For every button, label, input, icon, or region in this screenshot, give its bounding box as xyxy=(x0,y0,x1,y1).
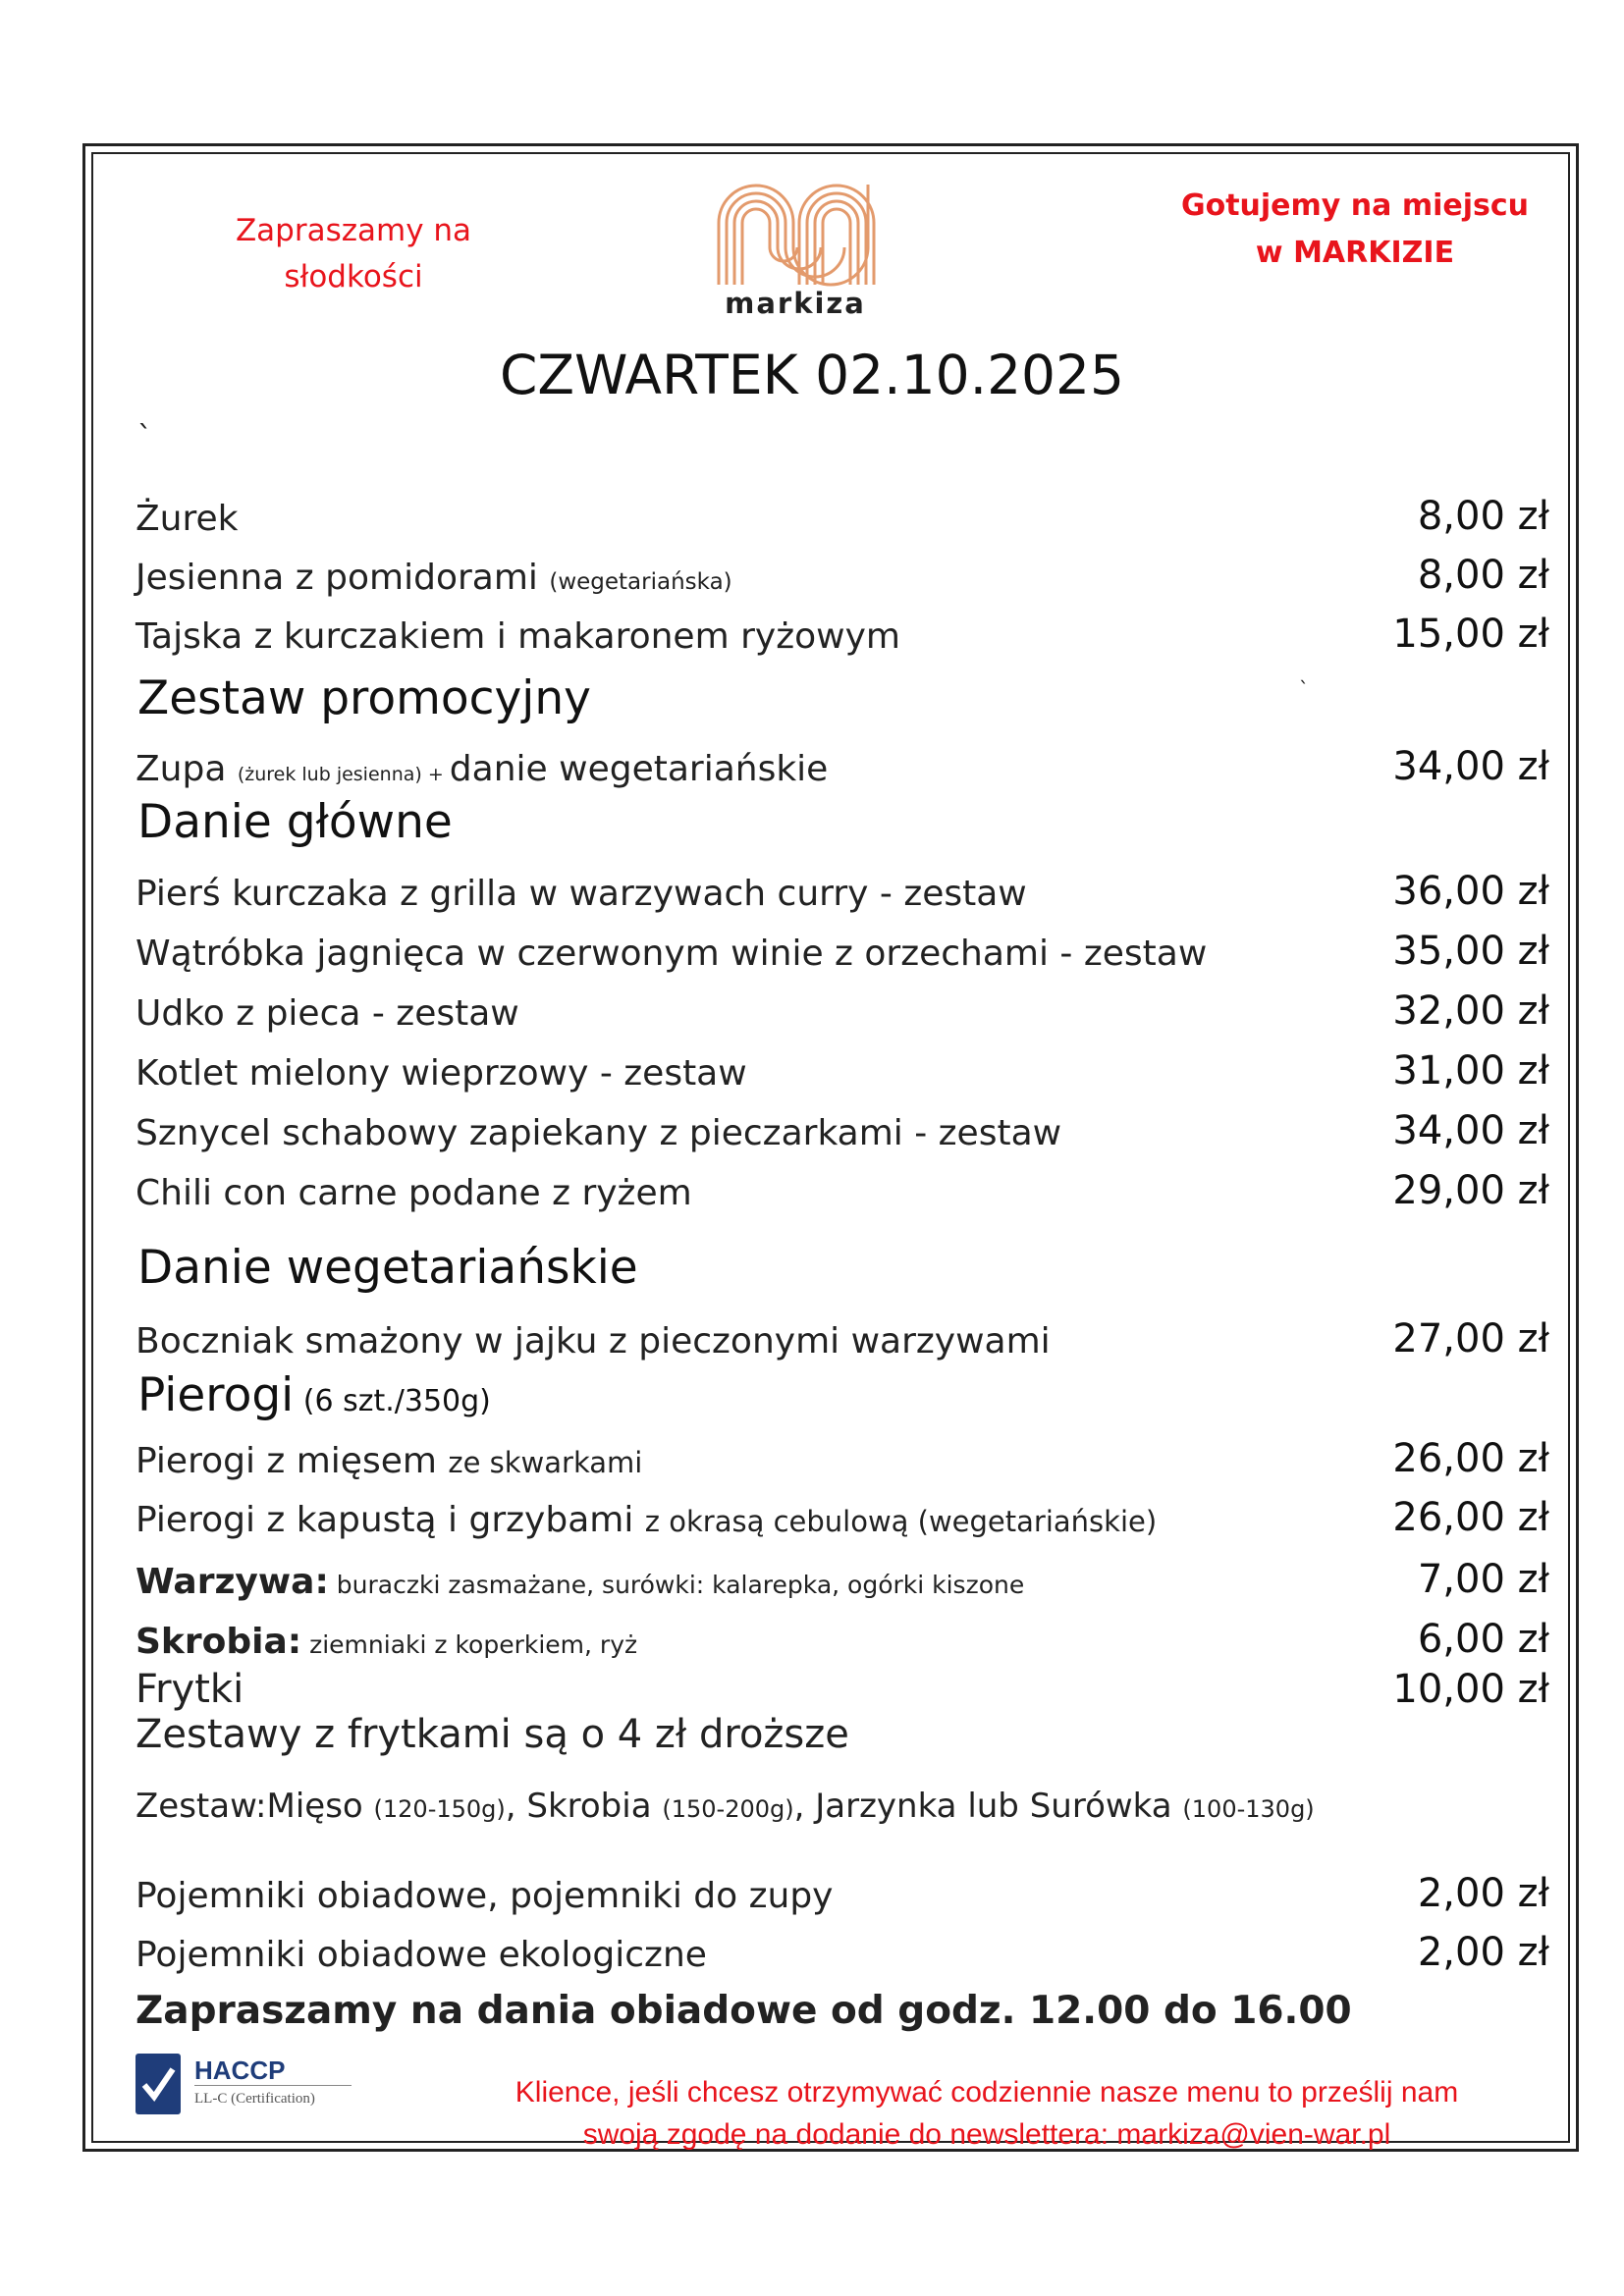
menu-item-vegetarian xyxy=(135,1307,1549,1362)
item-name: Frytki xyxy=(135,1667,244,1712)
menu-item-pierogi xyxy=(135,1485,1549,1540)
item-price: 29,00 zł xyxy=(1392,1168,1549,1213)
item-name: Żurek xyxy=(135,499,239,539)
menu-item-main xyxy=(135,979,1549,1034)
section-heading-mains: Danie główne xyxy=(137,795,453,849)
item-name: Udko z pieca - zestaw xyxy=(135,993,519,1034)
item-name: Pierogi z mięsem ze skwarkami xyxy=(135,1441,643,1481)
item-name: Zupa (żurek lub jesienna) + danie wegetariańskie xyxy=(135,749,829,789)
item-note: ziemniaki z koperkiem, ryż xyxy=(301,1630,638,1659)
item-name: Warzywa: buraczki zasmażane, surówki: kalarepka, ogórki kiszone xyxy=(135,1562,1025,1602)
newsletter-notice xyxy=(422,2071,1551,2156)
haccp-check-icon xyxy=(135,2054,181,2114)
section-heading-vegetarian: Danie wegetariańskie xyxy=(137,1241,638,1295)
item-price: 2,00 zł xyxy=(1417,1930,1549,1975)
item-price: 8,00 zł xyxy=(1417,494,1549,539)
item-note: buraczki zasmażane, surówki: kalarepka, ogórki kiszone xyxy=(328,1571,1025,1599)
item-price: 6,00 zł xyxy=(1417,1617,1549,1662)
cooking-onsite-line-2: w MARKIZIE xyxy=(1255,236,1455,270)
item-price: 2,00 zł xyxy=(1417,1871,1549,1916)
menu-item-container xyxy=(135,1861,1549,1916)
cooking-onsite-line-1: Gotujemy na miejscu xyxy=(1180,188,1530,223)
sweets-invitation-line-1: Zapraszamy na xyxy=(235,213,472,248)
stray-mark: ` xyxy=(137,420,152,454)
item-price: 34,00 zł xyxy=(1392,1108,1549,1153)
item-price: 7,00 zł xyxy=(1417,1557,1549,1602)
item-name: Sznycel schabowy zapiekany z pieczarkami - zestaw xyxy=(135,1113,1062,1153)
item-price: 26,00 zł xyxy=(1392,1495,1549,1540)
item-name: Skrobia: ziemniaki z koperkiem, ryż xyxy=(135,1622,638,1662)
newsletter-line-2: swoją zgodę na dodanie do newslettera: markiza@vien-war.pl xyxy=(582,2118,1391,2151)
heading-note: (6 szt./350g) xyxy=(294,1384,491,1418)
menu-item-soup xyxy=(135,602,1549,657)
menu-item-side xyxy=(135,1607,1549,1662)
item-name: Pierś kurczaka z grilla w warzywach curry - zestaw xyxy=(135,874,1027,914)
item-note: z okrasą cebulową (wegetariańskie) xyxy=(644,1505,1158,1538)
menu-item-main xyxy=(135,1039,1549,1094)
haccp-badge xyxy=(135,2050,352,2120)
section-heading-pierogi: Pierogi (6 szt./350g) xyxy=(137,1368,491,1422)
item-name: Kotlet mielony wieprzowy - zestaw xyxy=(135,1053,747,1094)
menu-item-soup xyxy=(135,484,1549,539)
item-name: Pojemniki obiadowe ekologiczne xyxy=(135,1935,707,1975)
menu-item-side xyxy=(135,1657,1549,1712)
sweets-invitation xyxy=(226,208,481,300)
item-price: 32,00 zł xyxy=(1392,988,1549,1034)
sweets-invitation-line-2: słodkości xyxy=(284,259,423,294)
item-price: 8,00 zł xyxy=(1417,553,1549,598)
page-title: CZWARTEK 02.10.2025 xyxy=(499,344,1125,406)
menu-item-main xyxy=(135,919,1549,974)
stray-mark: ` xyxy=(1299,677,1309,701)
newsletter-line-1: Klience, jeśli chcesz otrzymywać codziennie nasze menu to prześlij nam xyxy=(514,2076,1459,2109)
cooking-onsite-note xyxy=(1159,183,1551,277)
item-price: 27,00 zł xyxy=(1392,1316,1549,1362)
menu-item-side xyxy=(135,1547,1549,1602)
item-price: 35,00 zł xyxy=(1392,929,1549,974)
item-price: 26,00 zł xyxy=(1392,1436,1549,1481)
item-note: (wegetariańska) xyxy=(549,569,732,595)
menu-item-main xyxy=(135,1158,1549,1213)
haccp-divider xyxy=(194,2085,352,2086)
menu-item-container xyxy=(135,1920,1549,1975)
section-heading-promo-set: Zestaw promocyjny xyxy=(137,671,591,725)
item-name: Pierogi z kapustą i grzybami z okrasą cebulową (wegetariańskie) xyxy=(135,1500,1158,1540)
item-name: Boczniak smażony w jajku z pieczonymi warzywami xyxy=(135,1321,1051,1362)
item-note: ze skwarkami xyxy=(448,1446,643,1479)
item-name: Jesienna z pomidorami (wegetariańska) xyxy=(135,558,732,598)
set-composition: Zestaw:Mięso (120-150g), Skrobia (150-200g), Jarzynka lub Surówka (100-130g) xyxy=(135,1787,1315,1826)
item-price: 15,00 zł xyxy=(1392,612,1549,657)
logo-wordmark: markiza xyxy=(725,287,866,320)
fries-surcharge-note: Zestawy z frytkami są o 4 zł droższe xyxy=(135,1712,849,1757)
item-name: Tajska z kurczakiem i makaronem ryżowym xyxy=(135,616,900,657)
markiza-logo-icon xyxy=(713,179,880,287)
opening-hours: Zapraszamy na dania obiadowe od godz. 12.00 do 16.00 xyxy=(135,1989,1352,2033)
item-note: (żurek lub jesienna) + xyxy=(237,764,450,785)
item-price: 31,00 zł xyxy=(1392,1048,1549,1094)
menu-item-main xyxy=(135,859,1549,914)
haccp-subtitle: LL-C (Certification) xyxy=(194,2091,315,2107)
item-name: Pojemniki obiadowe, pojemniki do zupy xyxy=(135,1876,834,1916)
haccp-title: HACCP xyxy=(194,2056,286,2085)
item-name: Wątróbka jagnięca w czerwonym winie z orzechami - zestaw xyxy=(135,934,1208,974)
menu-item-promo-set xyxy=(135,734,1549,789)
menu-item-main xyxy=(135,1098,1549,1153)
item-price: 34,00 zł xyxy=(1392,744,1549,789)
menu-item-soup xyxy=(135,543,1549,598)
item-price: 36,00 zł xyxy=(1392,869,1549,914)
item-name: Chili con carne podane z ryżem xyxy=(135,1173,692,1213)
menu-item-pierogi xyxy=(135,1426,1549,1481)
item-price: 10,00 zł xyxy=(1392,1667,1549,1712)
